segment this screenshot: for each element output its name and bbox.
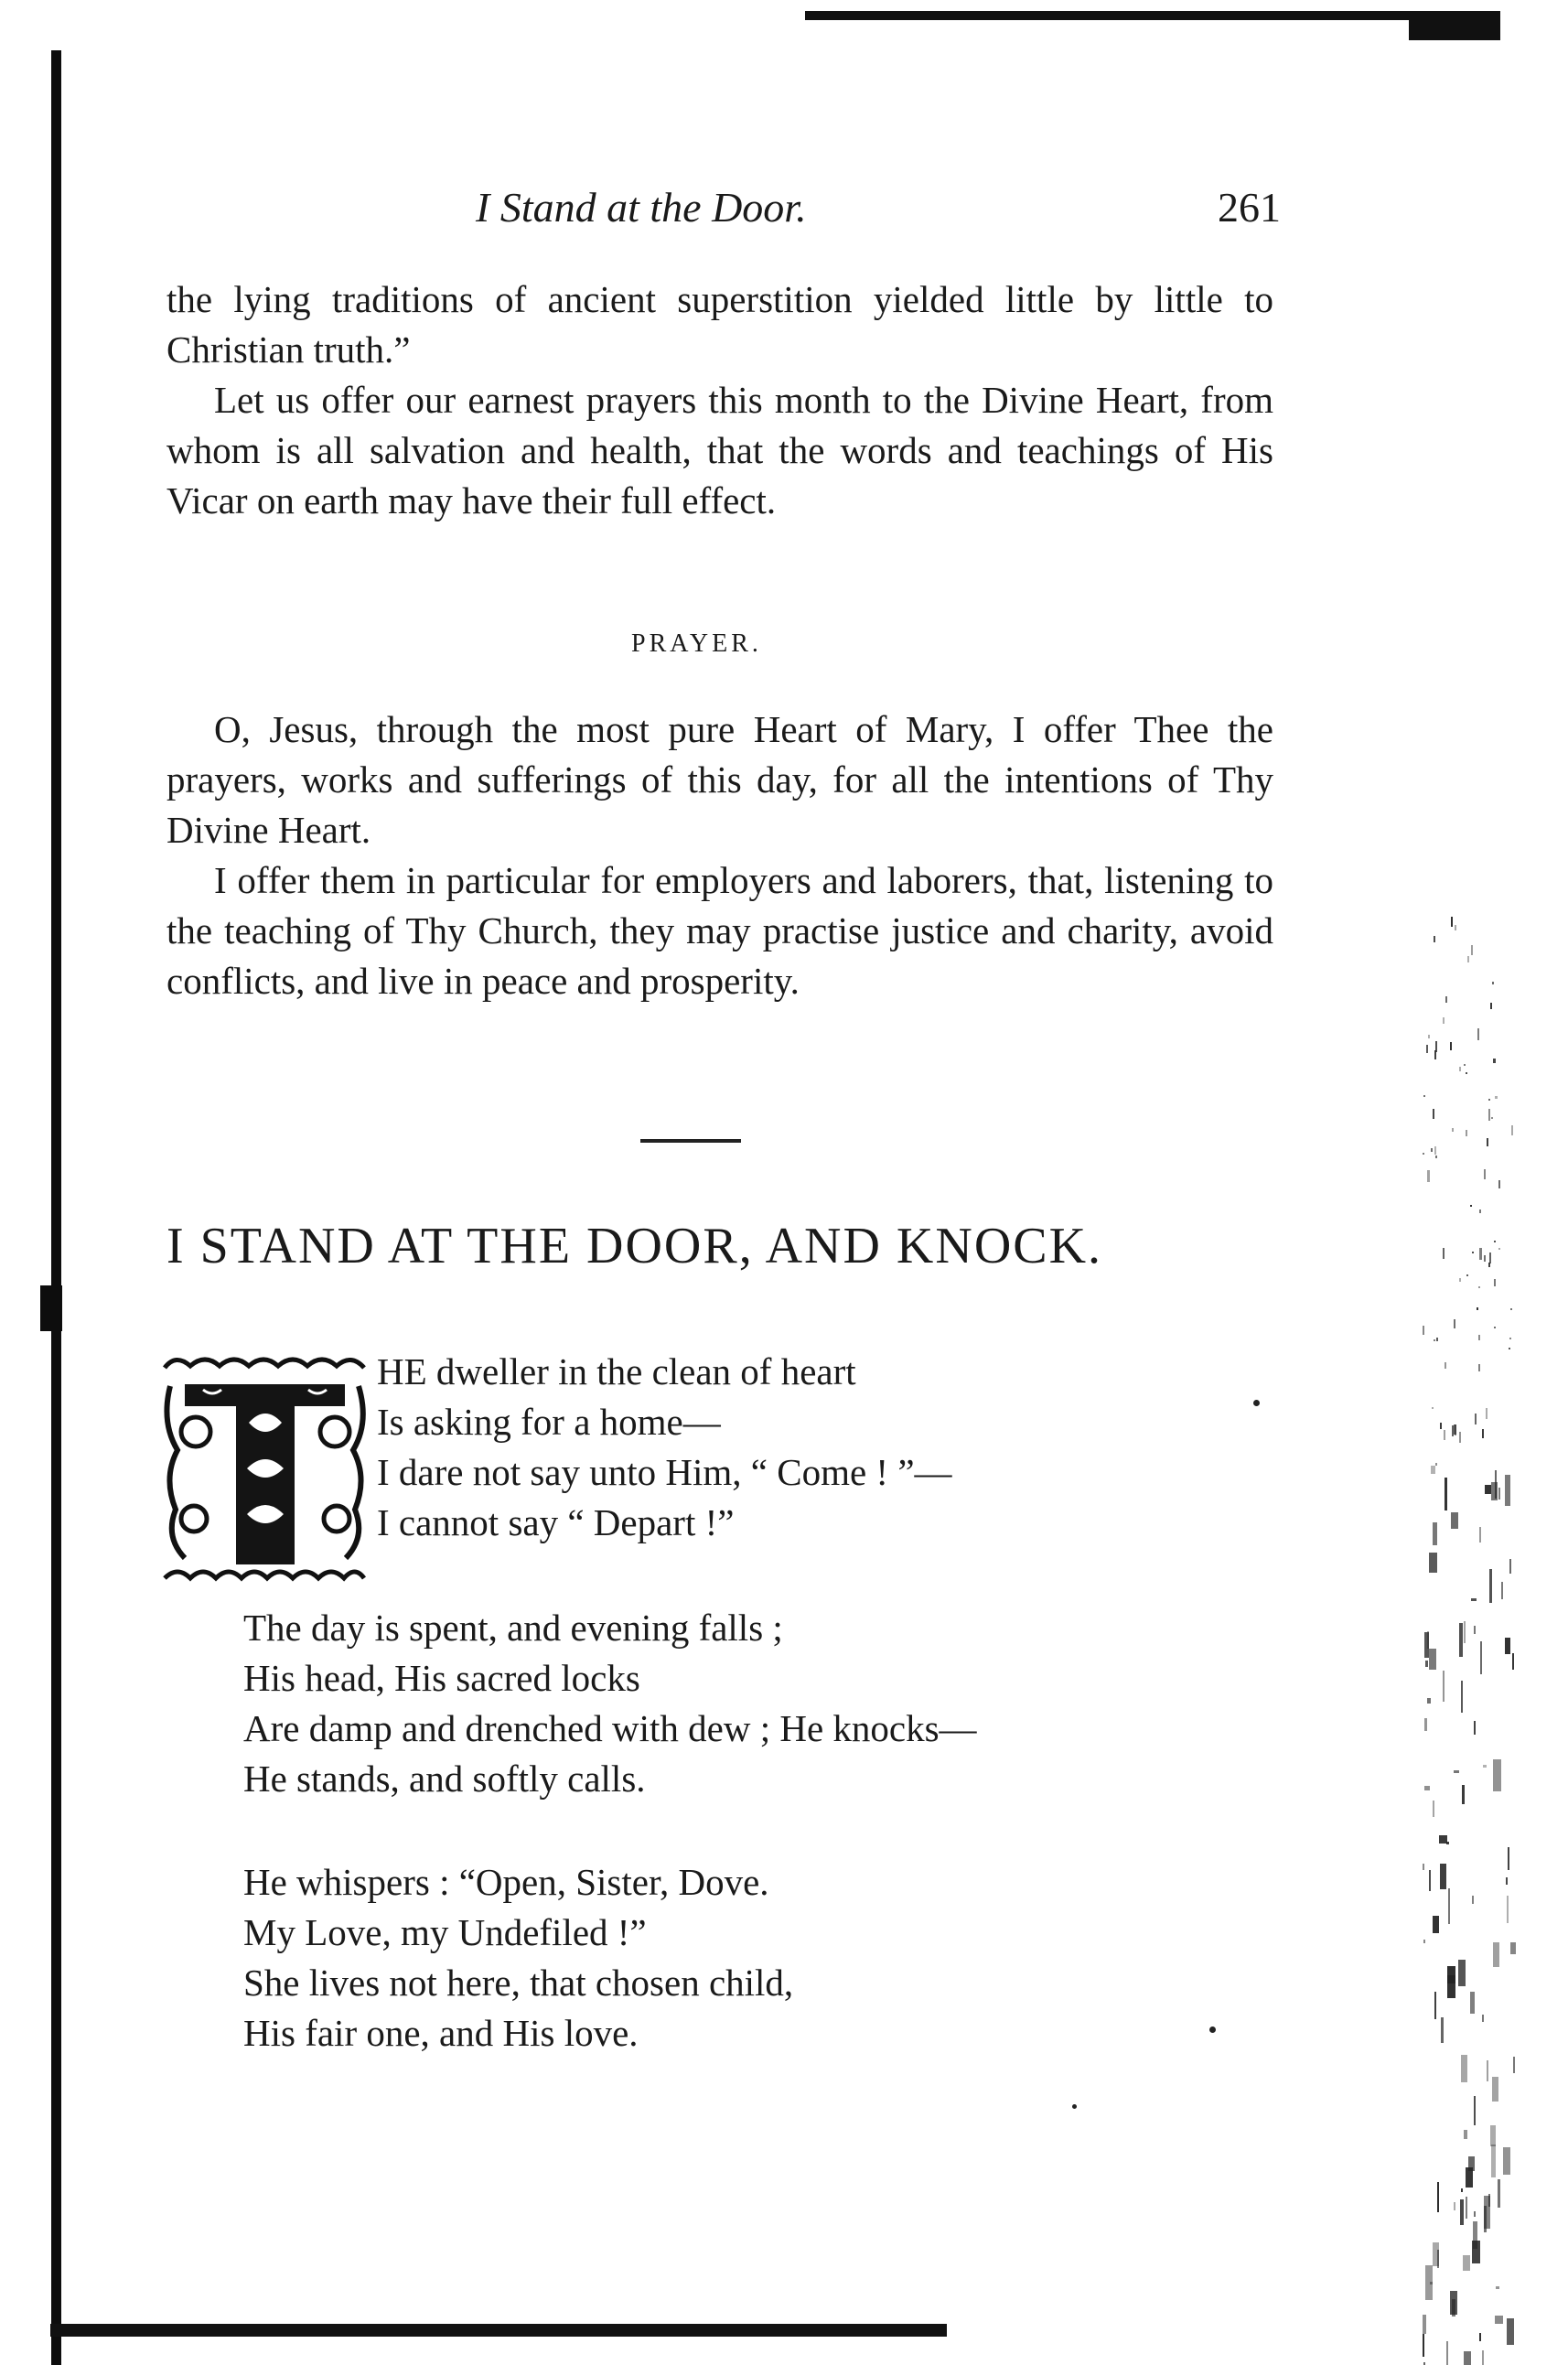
poem-line: HE dweller in the clean of heart [377,1350,856,1392]
scan-noise-streak [1433,1522,1437,1545]
scan-noise-streak [1446,2341,1448,2365]
scan-noise-streak [1508,1847,1509,1870]
prayer-paragraph: O, Jesus, through the most pure Heart of Mary, I offer Thee the prayers, works and sufferings of this day, for all the intentions of Thy Divine Heart. [166,708,1273,851]
scan-noise-streak [1474,1626,1476,1634]
scan-noise-streak [1450,2291,1457,2315]
scan-noise-streak [1443,1017,1444,1024]
scan-noise-streak [1485,1485,1491,1494]
running-header [165,183,1281,247]
scan-noise-streak [1429,1649,1436,1670]
scan-noise-streak [1488,1099,1490,1101]
scan-noise-streak [1487,2060,1488,2081]
scan-noise-streak [1513,2057,1515,2073]
scan-noise-streak [1459,1432,1461,1443]
scan-noise-streak [1479,2333,1481,2341]
scan-noise-streak [1492,2077,1498,2102]
scan-noise-streak [1493,1059,1496,1063]
scan-noise-streak [1423,1153,1424,1155]
scan-noise-streak [1436,1338,1438,1341]
poem-line: The day is spent, and evening falls ; [243,1607,783,1649]
scan-noise-streak [1480,1641,1482,1674]
poem-line: He stands, and softly calls. [243,1758,646,1800]
scan-noise-streak [1493,1942,1499,1967]
scan-noise-streak [1455,925,1456,930]
scan-noise-streak [1509,1559,1511,1574]
scan-noise-streak [1512,1653,1514,1670]
scan-noise-streak [1511,1125,1513,1135]
scan-noise-streak [1445,996,1447,1003]
scan-noise-streak [1440,1864,1446,1889]
scan-noise-streak [1488,1263,1490,1267]
poem-stanza-3 [243,1857,793,2059]
scan-noise-streak [1432,1407,1434,1409]
poem-line: He whispers : “Open, Sister, Dove. [243,1861,769,1903]
section-divider [640,1139,741,1143]
scan-edge-top-corner [1409,20,1500,40]
scan-noise-streak [1458,1960,1466,1986]
scan-noise-streak [1460,2199,1464,2225]
scan-noise-streak [1482,1429,1484,1438]
poem-line: His head, His sacred locks [243,1657,640,1699]
scan-noise-streak [1490,2125,1496,2146]
scan-edge-left-notch [40,1285,62,1331]
scan-noise-streak [1477,1028,1479,1040]
scan-noise-streak [1498,1248,1500,1250]
poem-line: I dare not say unto Him, “ Come ! ”— [377,1451,952,1493]
scan-noise-streak [1510,1308,1512,1310]
scan-noise-streak [1474,2096,1476,2125]
scan-noise-streak [1440,1423,1442,1429]
scan-noise-streak [1435,1156,1437,1158]
scan-noise-streak [1474,1721,1476,1735]
scan-noise-streak [1473,2221,1477,2249]
ink-speck [1253,1400,1260,1406]
scan-noise-streak [1433,1109,1434,1119]
scan-noise-streak [1496,2286,1499,2289]
scan-noise-streak [1498,2179,1500,2208]
scan-noise-streak [1474,2211,1476,2217]
prayer-heading: PRAYER. [631,629,762,658]
scan-noise-streak [1503,2147,1510,2175]
scan-noise-streak [1450,1042,1452,1050]
scan-noise-streak [1478,1286,1480,1288]
body-paragraph: Let us offer our earnest prayers this month to the Divine Heart, from whom is all salvation and health, that the words and teachings of His Vicar on earth may have their full effect. [166,379,1273,521]
scan-noise-streak [1464,2351,1471,2365]
scan-noise-streak [1472,1252,1474,1253]
scan-noise-streak [1423,1326,1424,1335]
poem-line: Are damp and drenched with dew ; He knocks— [243,1707,977,1749]
scan-edge-left [51,50,61,2365]
scan-noise-streak [1447,1966,1455,1983]
scan-noise-streak [1443,1248,1444,1259]
scan-noise-streak [1488,1109,1490,1121]
scan-noise-streak [1466,1072,1467,1074]
scan-noise-streak [1478,1364,1480,1371]
scan-noise-streak [1482,2350,1484,2365]
page-number: 261 [1218,184,1281,231]
scan-noise-streak [1433,1801,1434,1817]
scan-noise-streak [1506,1877,1508,1885]
poem-title: I STAND AT THE DOOR, AND KNOCK. [166,1218,1103,1274]
scan-noise-streak [1437,2182,1439,2212]
scan-noise-streak [1424,1786,1430,1790]
scan-noise-streak [1439,1835,1447,1844]
scan-noise-streak [1462,1785,1465,1804]
scan-noise-streak [1470,1992,1475,2014]
scan-noise-streak [1509,1348,1510,1349]
scan-noise-streak [1507,2318,1514,2345]
scan-noise-streak [1433,1916,1439,1933]
scan-noise-streak [1495,2316,1503,2324]
scan-noise-streak [1429,1553,1437,1573]
scan-noise-streak [1454,1770,1459,1773]
scan-noise-streak [1428,1035,1430,1038]
scan-noise-streak [1491,2145,1496,2177]
scan-noise-streak [1425,1661,1428,1667]
scan-noise-streak [1464,2130,1467,2139]
scan-noise-streak [1429,1870,1431,1891]
scan-noise-streak [1479,1248,1482,1260]
scan-noise-streak [1423,1864,1424,1870]
poem-line: I cannot say “ Depart !” [377,1501,735,1543]
scan-noise-streak [1478,1335,1480,1340]
scan-noise-streak [1467,956,1469,962]
scan-noise-streak [1461,1681,1463,1713]
scan-noise-streak [1491,1117,1493,1119]
scan-noise-streak [1494,1279,1496,1286]
scan-noise-streak [1423,1940,1425,1943]
scan-noise-streak [1495,1096,1498,1099]
scan-noise-streak [1505,1638,1510,1654]
scan-noise-streak [1487,1138,1488,1146]
scan-noise-streak [1426,1045,1428,1053]
scan-noise-streak [1434,1146,1436,1155]
scan-noise-streak [1484,2196,1490,2229]
ink-speck [1209,2026,1216,2033]
scan-noise-streak [1441,2017,1444,2043]
scan-noise-streak [1464,1064,1466,1066]
scan-noise-streak [1492,982,1494,984]
running-title: I Stand at the Door. [476,184,807,231]
poem-stanza-1 [377,1347,952,1548]
scan-noise-streak [1451,1512,1458,1529]
scan-noise-streak [1482,2015,1484,2022]
scan-noise-streak [1434,1339,1435,1341]
scan-noise-streak [1484,1169,1486,1179]
scan-noise-streak [1423,2334,1424,2357]
scan-noise-streak [1479,1209,1481,1213]
scan-noise-streak [1424,1632,1429,1658]
scan-noise-streak [1466,1274,1468,1276]
scan-noise-streak [1434,1050,1436,1059]
scan-noise-streak [1434,1992,1436,2019]
scan-noise-streak [1444,1362,1446,1369]
scan-noise-streak [1510,1942,1516,1954]
scan-noise-streak [1427,1170,1430,1182]
scan-edge-right-noise [1423,915,1523,2365]
scan-noise-streak [1424,1718,1427,1731]
scan-noise-streak [1464,1621,1466,1643]
scan-noise-streak [1483,1765,1487,1768]
scan-noise-streak [1431,1466,1435,1474]
scan-noise-streak [1463,2255,1470,2271]
scan-noise-streak [1459,1623,1463,1657]
poem-stanza-2 [243,1603,977,1804]
scan-noise-streak [1454,1319,1455,1328]
scan-noise-streak [1479,1527,1481,1543]
scan-noise-streak [1433,2242,1439,2266]
scan-noise-streak [1471,1598,1477,1601]
scan-noise-streak [1423,2315,1426,2334]
scan-noise-streak [1427,1698,1431,1704]
scan-noise-streak [1443,1671,1444,1702]
scan-noise-streak [1444,1478,1447,1510]
poem-line: Is asking for a home— [377,1401,721,1443]
scan-noise-streak [1495,1470,1497,1499]
scan-noise-streak [1444,1430,1445,1440]
scan-noise-streak [1466,1130,1467,1136]
scan-noise-streak [1493,1759,1501,1791]
scan-noise-streak [1471,945,1473,955]
scan-noise-streak [1461,2055,1467,2082]
scan-noise-streak [1498,1180,1500,1188]
scan-edge-top [805,11,1500,20]
scan-noise-streak [1451,917,1453,927]
scan-noise-streak [1454,2202,1455,2210]
scan-noise-streak [1475,1414,1477,1424]
scan-noise-streak [1466,2167,1473,2188]
scan-noise-streak [1461,2188,1463,2192]
scan-noise-streak [1431,1148,1433,1152]
scan-noise-streak [1489,1569,1492,1603]
scan-noise-streak [1454,1424,1456,1435]
scan-noise-streak [1477,1307,1478,1310]
prayer-paragraph-intention: I offer them in particular for employers and laborers, that, listening to the teaching of Thy Church, they may practise justice and charity, avoid conflicts, and live in peace and prosperity. [166,859,1273,1002]
scan-noise-streak [1507,1896,1509,1923]
scan-noise-streak [1459,1278,1461,1282]
scan-noise-streak [1448,1888,1450,1924]
scan-noise-streak [1486,1408,1487,1419]
scan-noise-streak [1498,1488,1500,1500]
poem-line: His fair one, and His love. [243,2012,639,2054]
scan-noise-streak [1494,1327,1496,1328]
scan-edge-bottom [50,2324,947,2337]
scan-noise-streak [1470,1205,1472,1207]
scan-noise-streak [1509,1338,1511,1339]
body-paragraph-continued: the lying traditions of ancient superstition yielded little by little to Christian truth.” [166,278,1273,371]
scan-noise-streak [1434,936,1435,942]
scan-noise-streak [1425,2265,1433,2300]
scan-noise-streak [1472,1896,1474,1904]
poem-line: She lives not here, that chosen child, [243,1962,794,2004]
scan-noise-streak [1452,1128,1454,1132]
ink-speck [1072,2104,1077,2109]
scan-noise-streak [1459,1067,1461,1071]
ornamental-dropcap-T [157,1349,372,1592]
poem-line: My Love, my Undefiled !” [243,1911,647,1953]
scan-noise-streak [1501,1582,1503,1599]
scan-noise-streak [1423,1095,1425,1097]
scan-noise-streak [1466,2197,1467,2219]
scan-noise-streak [1505,1475,1510,1506]
scan-noise-streak [1484,1255,1486,1262]
scan-noise-streak [1435,1463,1437,1466]
scan-noise-streak [1490,1003,1492,1009]
scan-noise-streak [1494,1241,1496,1242]
